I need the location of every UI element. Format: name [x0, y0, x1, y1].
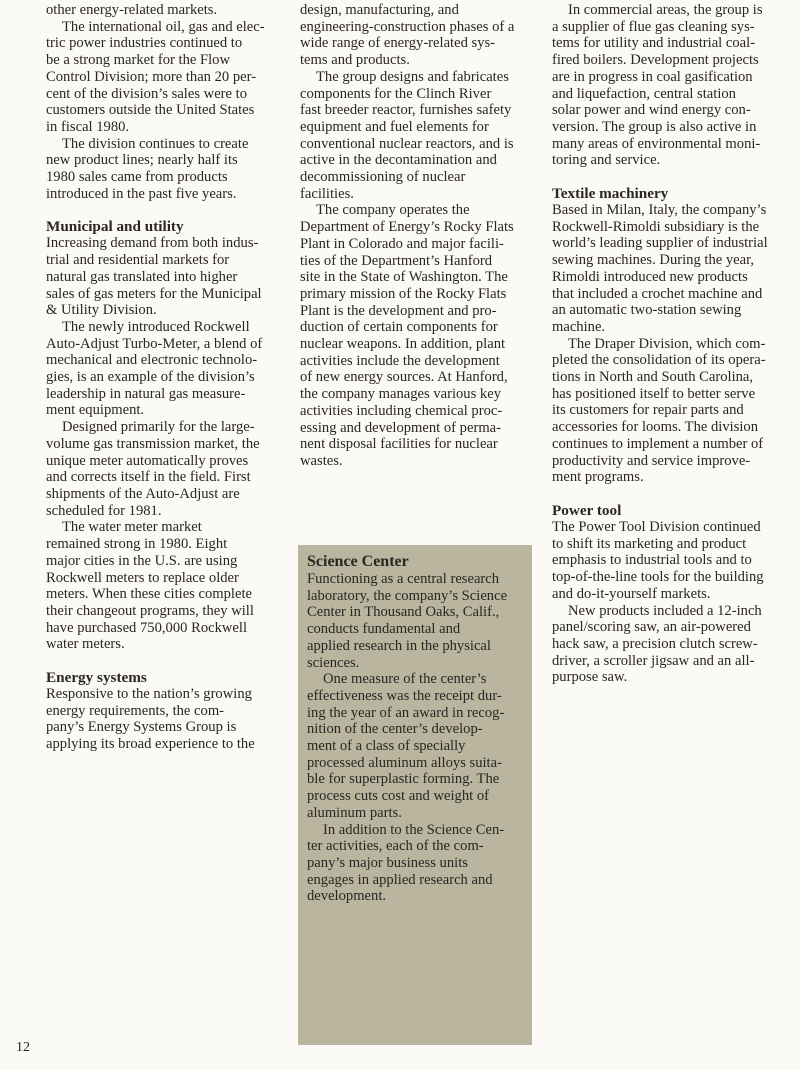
- text-line: duction of certain components for: [300, 319, 498, 336]
- text-line: solar power and wind energy con-: [552, 102, 751, 119]
- text-line: gies, is an example of the division’s: [46, 369, 255, 386]
- text-line: effectiveness was the receipt dur-: [307, 687, 502, 704]
- text-line: have purchased 750,000 Rockwell: [46, 619, 248, 636]
- text-line: Responsive to the nation’s growing: [46, 686, 252, 703]
- paragraph-textile-machinery: [552, 202, 796, 486]
- text-line: In addition to the Science Cen-: [323, 821, 505, 838]
- text-line: Rimoldi introduced new products: [552, 268, 748, 285]
- text-line: hack saw, a precision clutch screw-: [552, 635, 758, 652]
- text-line: applied research in the physical: [307, 637, 491, 654]
- paragraph-municipal-utility: [46, 235, 286, 653]
- text-line: processed aluminum alloys suita-: [307, 754, 502, 771]
- text-line: The Draper Division, which com-: [568, 335, 766, 352]
- text-line: purpose saw.: [552, 669, 628, 686]
- text-line: unique meter automatically proves: [46, 452, 249, 469]
- paragraph-power-tool: [552, 519, 796, 686]
- text-line: engineering-construction phases of a: [300, 18, 515, 35]
- text-line: a supplier of flue gas cleaning sys-: [552, 18, 755, 35]
- text-line: One measure of the center’s: [323, 671, 487, 688]
- text-line: In commercial areas, the group is: [568, 2, 763, 18]
- column-2: [300, 2, 540, 470]
- text-line: pleted the consolidation of its opera-: [552, 352, 766, 369]
- text-line: activities include the development: [300, 352, 500, 369]
- paragraph-energy-systems-cont: [300, 2, 540, 470]
- text-line: machine.: [552, 318, 606, 335]
- heading-power-tool: Power tool: [552, 501, 622, 519]
- text-line: active in the decontamination and: [300, 152, 497, 169]
- text-line: to shift its marketing and product: [552, 535, 747, 552]
- text-line: and do-it-yourself markets.: [552, 585, 711, 602]
- text-line: many areas of environmental moni-: [552, 135, 761, 152]
- text-line: conventional nuclear reactors, and is: [300, 135, 514, 152]
- text-line: Designed primarily for the large-: [62, 419, 255, 436]
- text-line: Rockwell-Rimoldi subsidiary is the: [552, 218, 760, 235]
- text-line: scheduled for 1981.: [46, 502, 162, 519]
- text-line: customers outside the United States: [46, 102, 255, 119]
- text-line: that included a crochet machine and: [552, 285, 763, 302]
- text-line: version. The group is also active in: [552, 118, 757, 135]
- text-line: emphasis to industrial tools and to: [552, 552, 752, 569]
- text-line: ties of the Department’s Hanford: [300, 252, 493, 269]
- text-line: laboratory, the company’s Science: [307, 587, 508, 604]
- text-line: Plant is the development and pro-: [300, 302, 497, 319]
- text-line: are in progress in coal gasification: [552, 68, 753, 85]
- text-line: The Power Tool Division continued: [552, 518, 761, 535]
- text-line: development.: [307, 888, 387, 905]
- text-line: energy requirements, the com-: [46, 702, 225, 719]
- text-line: trial and residential markets for: [46, 252, 230, 269]
- text-line: continues to implement a number of: [552, 435, 764, 452]
- page-number: 12: [16, 1040, 30, 1055]
- text-line: Increasing demand from both indus-: [46, 235, 259, 252]
- text-line: meters. When these cities complete: [46, 586, 252, 603]
- text-line: Based in Milan, Italy, the company’s: [552, 202, 767, 219]
- text-line: New products included a 12-inch: [568, 602, 762, 619]
- paragraph-science-center: [307, 571, 507, 905]
- column-3: [552, 2, 796, 686]
- text-line: process cuts cost and weight of: [307, 788, 489, 805]
- text-line: Department of Energy’s Rocky Flats: [300, 219, 514, 236]
- text-line: nition of the center’s develop-: [307, 721, 483, 738]
- text-line: other energy-related markets.: [46, 2, 218, 18]
- text-line: decommissioning of nuclear: [300, 169, 466, 186]
- text-line: primary mission of the Rocky Flats: [300, 285, 507, 302]
- text-line: site in the State of Washington. The: [300, 269, 508, 286]
- text-line: components for the Clinch River: [300, 85, 492, 102]
- text-line: be a strong market for the Flow: [46, 52, 230, 69]
- text-line: The company operates the: [316, 202, 470, 219]
- text-line: facilities.: [300, 185, 354, 202]
- text-line: essing and development of perma-: [300, 419, 502, 436]
- text-line: Control Division; more than 20 per-: [46, 68, 257, 85]
- text-line: sciences.: [307, 654, 360, 671]
- text-line: its customers for repair parts and: [552, 402, 744, 419]
- text-line: aluminum parts.: [307, 804, 402, 821]
- column-1: [46, 2, 286, 753]
- text-line: Plant in Colorado and major facili-: [300, 235, 504, 252]
- text-line: fast breeder reactor, furnishes safety: [300, 102, 512, 119]
- text-line: equipment and fuel elements for: [300, 118, 489, 135]
- text-line: accessories for looms. The division: [552, 419, 759, 436]
- text-line: of new energy sources. At Hanford,: [300, 369, 508, 386]
- text-line: world’s leading supplier of industrial: [552, 235, 768, 252]
- text-line: has positioned itself to better serve: [552, 385, 756, 402]
- text-line: conducts fundamental and: [307, 621, 461, 638]
- text-line: & Utility Division.: [46, 302, 157, 319]
- text-line: cent of the division’s sales were to: [46, 85, 248, 102]
- science-center-sidebar: [298, 545, 532, 1045]
- text-line: volume gas transmission market, the: [46, 435, 260, 452]
- text-line: remained strong in 1980. Eight: [46, 536, 228, 553]
- text-line: water meters.: [46, 636, 125, 653]
- text-line: The newly introduced Rockwell: [62, 318, 250, 335]
- heading-municipal-utility: Municipal and utility: [46, 218, 184, 236]
- text-line: ment equipment.: [46, 402, 145, 419]
- text-line: The group designs and fabricates: [316, 68, 509, 85]
- text-line: major cities in the U.S. are using: [46, 552, 238, 569]
- text-line: The division continues to create: [62, 135, 249, 152]
- text-line: introduced in the past five years.: [46, 185, 237, 202]
- text-line: The water meter market: [62, 519, 202, 536]
- text-line: engages in applied research and: [307, 871, 493, 888]
- text-line: pany’s Energy Systems Group is: [46, 719, 237, 736]
- text-line: nent disposal facilities for nuclear: [300, 436, 498, 453]
- text-line: activities including chemical proc-: [300, 402, 503, 419]
- text-line: fired boilers. Development projects: [552, 52, 759, 69]
- text-line: applying its broad experience to the: [46, 736, 255, 753]
- paragraph-energy-systems: [46, 686, 286, 753]
- text-line: design, manufacturing, and: [300, 2, 459, 18]
- text-line: ing the year of an award in recog-: [307, 704, 505, 721]
- text-line: ment programs.: [552, 469, 644, 486]
- text-line: Auto-Adjust Turbo-Meter, a blend of: [46, 335, 263, 352]
- heading-textile-machinery: Textile machinery: [552, 185, 669, 203]
- text-line: the company manages various key: [300, 386, 502, 403]
- text-line: Functioning as a central research: [307, 571, 500, 587]
- text-line: Center in Thousand Oaks, Calif.,: [307, 604, 500, 621]
- text-line: The international oil, gas and elec-: [62, 18, 265, 35]
- paragraph-flow-control: [46, 2, 286, 202]
- text-line: top-of-the-line tools for the building: [552, 569, 764, 586]
- text-line: ble for superplastic forming. The: [307, 771, 500, 788]
- text-line: tems for utility and industrial coal-: [552, 35, 756, 52]
- text-line: toring and service.: [552, 152, 661, 169]
- text-line: leadership in natural gas measure-: [46, 385, 246, 402]
- text-line: wide range of energy-related sys-: [300, 35, 496, 52]
- text-line: natural gas translated into higher: [46, 268, 238, 285]
- text-line: nuclear weapons. In addition, plant: [300, 336, 506, 353]
- text-line: mechanical and electronic technolo-: [46, 352, 258, 369]
- text-line: new product lines; nearly half its: [46, 152, 238, 169]
- text-line: their changeout programs, they will: [46, 602, 254, 619]
- text-line: in fiscal 1980.: [46, 118, 130, 135]
- text-line: tric power industries continued to: [46, 35, 243, 52]
- text-line: sewing machines. During the year,: [552, 252, 755, 269]
- text-line: productivity and service improve-: [552, 452, 751, 469]
- text-line: Rockwell meters to replace older: [46, 569, 239, 586]
- text-line: shipments of the Auto-Adjust are: [46, 485, 240, 502]
- paragraph-commercial-areas: [552, 2, 796, 169]
- text-line: wastes.: [300, 452, 343, 469]
- heading-energy-systems: Energy systems: [46, 669, 147, 687]
- text-line: and liquefaction, central station: [552, 85, 736, 102]
- text-line: tems and products.: [300, 52, 410, 69]
- text-line: 1980 sales came from products: [46, 169, 228, 186]
- text-line: panel/scoring saw, an air-powered: [552, 619, 751, 636]
- text-line: driver, a scroller jigsaw and an all-: [552, 652, 755, 669]
- text-line: an automatic two-station sewing: [552, 302, 742, 319]
- text-line: tions in North and South Carolina,: [552, 369, 754, 386]
- text-line: pany’s major business units: [307, 854, 468, 871]
- text-line: and corrects itself in the field. First: [46, 469, 251, 486]
- text-line: sales of gas meters for the Municipal: [46, 285, 262, 302]
- heading-science-center: Science Center: [307, 553, 409, 570]
- text-line: ment of a class of specially: [307, 738, 466, 755]
- text-line: ter activities, each of the com-: [307, 838, 484, 855]
